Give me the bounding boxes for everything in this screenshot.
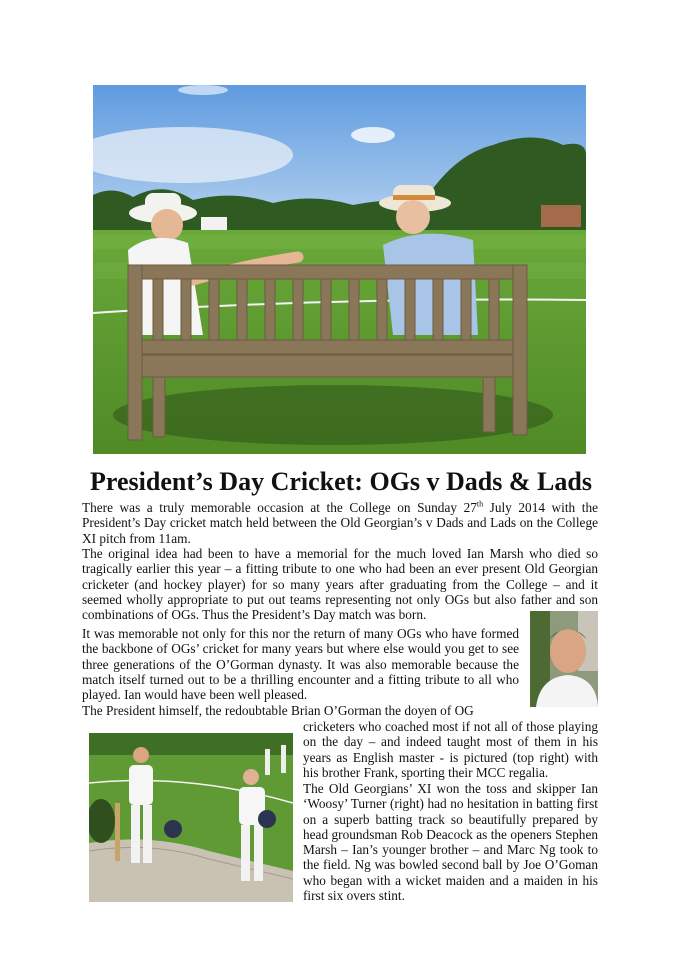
paragraph-memorial: The original idea had been to have a memorial for the much loved Ian Marsh who died so tragically earlier this year – a fitting tribute to one who had been an ever present Old Georgian cricketer (and hockey player) for so many years after graduating from the College – and it seemed wholly appropriate to put out teams representing not only OGs but also father and son combinations of OGs. Thus the President’s Day match was born.: [82, 546, 598, 623]
paragraph-memorable: It was memorable not only for this nor the return of many OGs who have formed the backbone of OGs’ cricket for many years but where else would you get to see three generations of the O’Gorman dynasty. It was also memorable because the match itself turned out to be a thrilling encounter and a fitting tribute to all who played. Ian would have been well pleased.: [82, 626, 519, 703]
paragraph-intro: [82, 500, 598, 546]
intro-text-start: There was a truly memorable occasion at the College on Sunday 27: [82, 500, 477, 515]
article-title: President’s Day Cricket: OGs v Dads & Lads: [90, 467, 592, 496]
paragraph-president-line1: The President himself, the redoubtable Brian O’Gorman the doyen of OG: [82, 703, 474, 718]
date-suffix: th: [476, 499, 484, 509]
bench-photo: [93, 85, 586, 454]
paragraph-president-continued: cricketers who coached most if not all of those playing on the day – and indeed taught most of them in his years as English master - is pictured (top right) with his brother Frank, sporting their MCC regalia.: [303, 719, 598, 780]
intro-text-end: July 2014 with the President’s Day cricket match held between the Old Georgian’s v Dads and Lads on the College XI pitch from 11am.: [82, 500, 598, 546]
president-portrait-photo: [530, 611, 598, 707]
paragraph-match: The Old Georgians’ XI won the toss and skipper Ian ‘Woosy’ Turner (right) had no hesitation in batting first on a superb batting track so beautifully prepared by head groundsman Rob Deacock as the openers Stephen Marsh – Ian’s younger brother – and Marc Ng took to the field. Ng was bowled second ball by Joe O’Goman who began with a wicket maiden and a maiden in his first six overs stint.: [303, 781, 598, 904]
openers-photo: [89, 733, 293, 902]
